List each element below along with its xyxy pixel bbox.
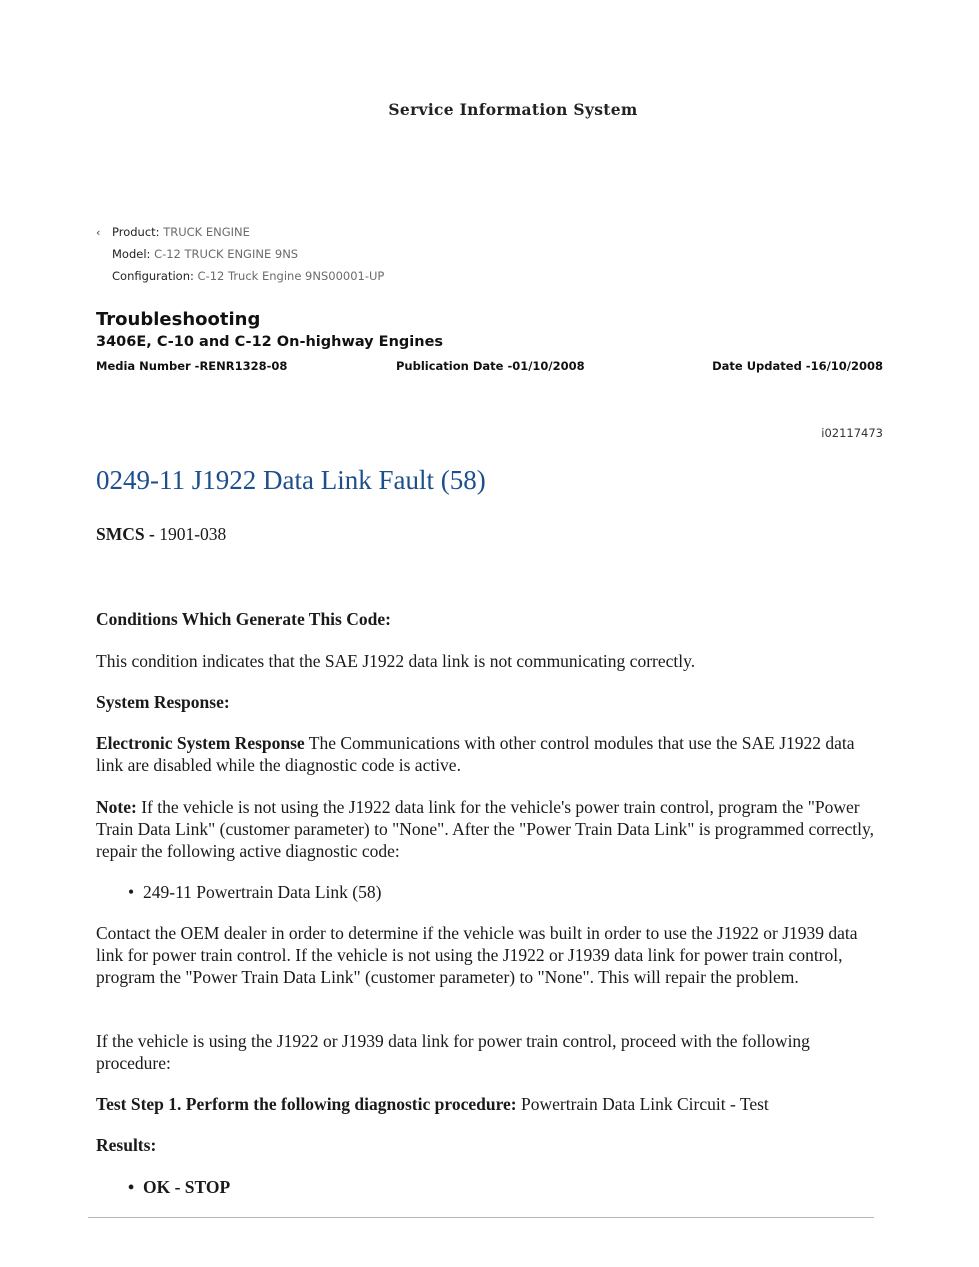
- product-label: Product:: [112, 225, 160, 239]
- date-updated: Date Updated -16/10/2008: [712, 359, 883, 373]
- test-step-label: Test Step 1. Perform the following diagnostic procedure:: [96, 1094, 517, 1114]
- smcs-label: SMCS -: [96, 524, 155, 544]
- publication-date: Publication Date -01/10/2008: [396, 359, 585, 373]
- document-type: Troubleshooting: [96, 309, 261, 330]
- using-paragraph: If the vehicle is using the J1922 or J1939 data link for power train control, proceed with the following procedure:: [96, 1031, 810, 1073]
- electronic-response-label: Electronic System Response: [96, 733, 305, 753]
- footer-divider: [88, 1217, 874, 1218]
- document-subtitle: 3406E, C-10 and C-12 On-highway Engines: [96, 334, 444, 350]
- smcs-line: [96, 523, 886, 545]
- list-item: • 249-11 Powertrain Data Link (58): [96, 881, 886, 903]
- model-value: C-12 TRUCK ENGINE 9NS: [154, 247, 299, 261]
- note-label: Note:: [96, 797, 137, 817]
- list-item: • OK - STOP: [96, 1176, 886, 1198]
- configuration-row: [112, 269, 384, 283]
- document-id: i02117473: [821, 426, 883, 440]
- contact-paragraph: Contact the OEM dealer in order to determine if the vehicle was built in order to use the J1922 or J1939 data link for power train control. If the vehicle is not using the J1922 or J1939 data link for power train control, program the "Power Train Data Link" (customer parameter) to "None". This will repair the problem.: [96, 923, 858, 987]
- results-list: [96, 1176, 886, 1198]
- model-row: [112, 247, 298, 261]
- note-list: [96, 881, 886, 903]
- conditions-text: This condition indicates that the SAE J1922 data link is not communicating correctly.: [96, 651, 696, 671]
- chevron-left-icon[interactable]: ‹: [96, 226, 101, 239]
- product-value: TRUCK ENGINE: [163, 225, 250, 239]
- configuration-label: Configuration:: [112, 269, 194, 283]
- test-step-link[interactable]: Powertrain Data Link Circuit - Test: [521, 1094, 769, 1114]
- note-text: If the vehicle is not using the J1922 data link for the vehicle's power train control, program the "Power Train Data Link" (customer parameter) to "None". After the "Power Train Data Link" is programmed correctly, repair the following active diagnostic code:: [96, 797, 874, 861]
- model-label: Model:: [112, 247, 151, 261]
- system-title: Service Information System: [388, 100, 638, 119]
- page-title: 0249-11 J1922 Data Link Fault (58): [96, 465, 486, 495]
- product-row: [96, 225, 250, 239]
- electronic-response-paragraph: [96, 732, 886, 776]
- media-number: Media Number -RENR1328-08: [96, 359, 288, 373]
- smcs-value: 1901-038: [159, 524, 227, 544]
- results-heading: Results:: [96, 1135, 157, 1155]
- conditions-heading: Conditions Which Generate This Code:: [96, 609, 391, 629]
- test-step-paragraph: [96, 1093, 886, 1115]
- system-response-heading: System Response:: [96, 692, 230, 712]
- electronic-response-text: The Communications with other control modules that use the SAE J1922 data link are disabled while the diagnostic code is active.: [96, 733, 855, 775]
- note-paragraph: [96, 796, 886, 862]
- configuration-value: C-12 Truck Engine 9NS00001-UP: [197, 269, 385, 283]
